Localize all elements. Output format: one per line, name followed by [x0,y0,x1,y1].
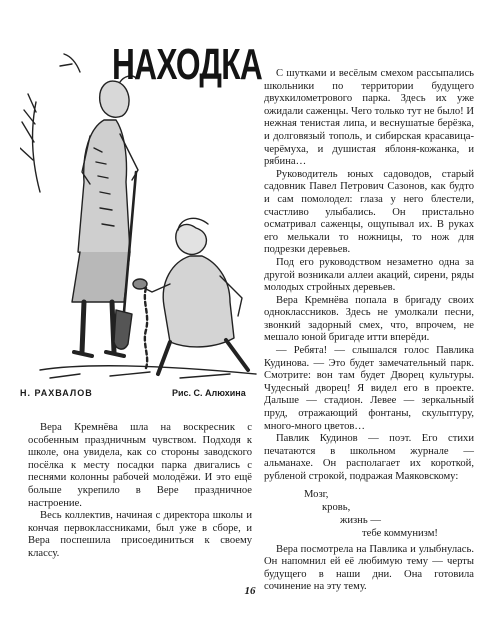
paragraph: Весь коллектив, начиная с директора школы и кончая первоклассниками, был уже в сборе, и Вера поспешила присоединиться к своему классу. [28,510,252,559]
right-column [264,68,474,594]
illustrator-credit: Рис. С. Алюхина [172,388,246,398]
poem-line: жизнь — [340,514,381,526]
poem-line: Мозг, [304,488,329,500]
poem-line: кровь, [322,501,351,513]
paragraph: Под его руководством незаметно одна за другой возникали аллеи акаций, сирени, ряды молодых стройных деревьев. [264,256,474,294]
paragraph: Руководитель юных садоводов, старый садовник Павел Петрович Сазонов, как будто и сам помолодел: глаза у него блестели, счастливо улыбались. Он пристально осматривал саженцы, ощупывал их. В руках его мелькали то ножницы, то нож для подрезки деревьев. [264,168,474,256]
paragraph: Вера Кремнёва попала в бригаду своих одноклассников. Здесь не умолкали песни, звонкий задорный смех, что, впрочем, не мешало юной бригаде итти вперёди. [264,294,474,344]
left-column [28,422,252,561]
paragraph: Вера Кремнёва шла на воскресник с особенным праздничным чувством. Подходя к школе, она увидела, как со стороны заводского посёлка к месту посадки парка двигались с песнями колонны рабочей молодёжи. И это ещё больше укрепило в Вере праздничное настроение. [28,422,252,509]
paragraph: — Ребята! — слышался голос Павлика Кудинова. — Это будет замечательный парк. Смотрите: вон там будет Дворец культуры. Чудесный дворец! Я видел его в проекте. Дальше — стадион. Левее — зеркальный пруд, отражающий фонтаны, скульптуру, много-много цветов… [264,345,474,432]
paragraph: С шутками и весёлым смехом рассыпались школьники по территории будущего двухкилометрового парка. Здесь их уже ожидали саженцы. Чего только тут не было! И нежная тенистая липа, и веснушатые берёзка, и долговязый тополь, и сибирская красавица-черёмуха, и душистая яблоня-кожанка, и рябина… [264,68,474,168]
article-title: НАХОДКА [112,40,263,89]
author-credit: Н. РАХВАЛОВ [20,388,93,398]
paragraph: Павлик Кудинов — поэт. Его стихи печатаются в школьном журнале — альманахе. Он располагает их короткой, рубленой строкой, подражая Маяковскому: [264,433,474,482]
poem [264,488,474,540]
paragraph: Вера посмотрела на Павлика и улыбнулась. Он напомнил ей её любимую тему — черты будущего в наши дни. Она готовила сочинение на эту тему. [264,543,474,593]
illustration-children-planting [20,52,260,382]
page-number: 16 [244,585,256,597]
poem-line: тебе коммунизм! [362,527,438,539]
